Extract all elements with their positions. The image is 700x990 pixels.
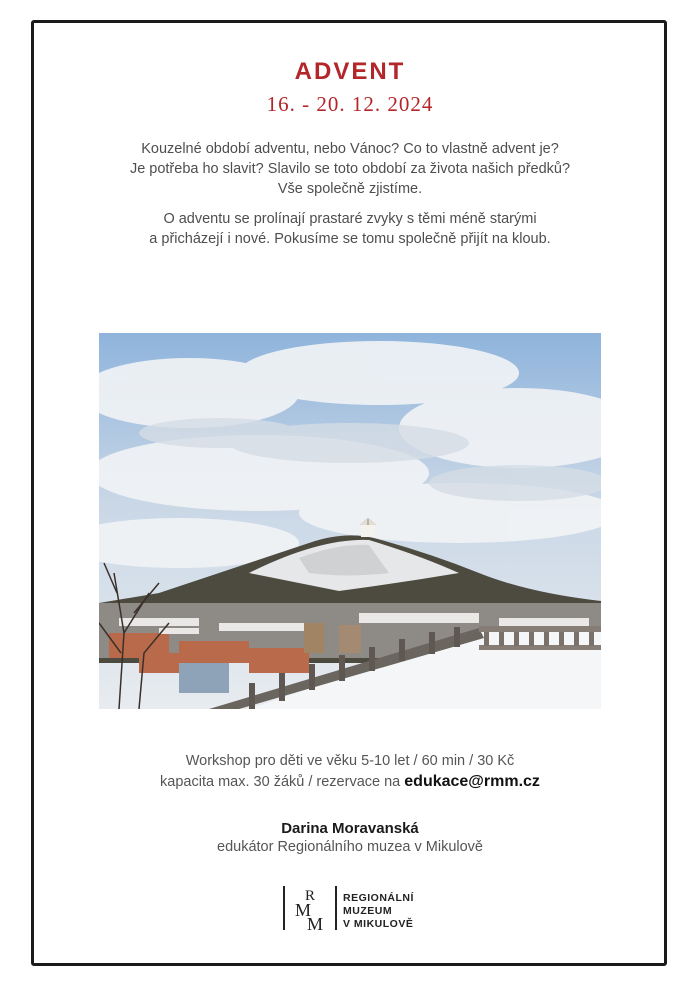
workshop-info: Workshop pro děti ve věku 5-10 let / 60 min / 30 Kč (185, 753, 515, 769)
logo-divider (283, 886, 285, 930)
intro-line: a přicházejí i nové. Pokusíme se tomu společně přijít na kloub. (149, 231, 551, 247)
contact-role: edukátor Regionálního muzea v Mikulově (217, 839, 483, 855)
logo-letter: M (306, 914, 324, 932)
intro-line: O adventu se prolínají prastaré zvyky s těmi méně starými (163, 211, 537, 227)
logo-line: MUZEUM (343, 905, 393, 917)
logo-letter: R (304, 888, 316, 904)
intro-line: Je potřeba ho slavit? Slavilo se toto období za života našich předků? (129, 161, 571, 177)
logo-text (343, 892, 414, 931)
contact-name: Darina Moravanská (281, 820, 419, 837)
email-link[interactable]: edukace@rmm.cz (404, 773, 540, 790)
rmm-monogram-icon (289, 884, 331, 932)
intro-paragraph-1 (0, 139, 700, 199)
intro-line: Kouzelné období adventu, nebo Vánoc? Co to vlastně advent je? (141, 141, 559, 157)
event-title: ADVENT (294, 58, 406, 85)
intro-line: Vše společně zjistíme. (277, 181, 423, 197)
intro-paragraph-2 (0, 209, 700, 249)
logo-letter: M (294, 900, 312, 920)
logo-line: V MIKULOVĚ (343, 918, 414, 930)
museum-logo (283, 884, 433, 932)
winter-landscape-photo (99, 333, 601, 709)
logo-line: REGIONÁLNÍ (343, 892, 414, 904)
capacity-info (0, 773, 700, 791)
capacity-text: kapacita max. 30 žáků / rezervace na (160, 774, 405, 790)
logo-divider (335, 886, 337, 930)
event-dates: 16. - 20. 12. 2024 (266, 92, 434, 116)
